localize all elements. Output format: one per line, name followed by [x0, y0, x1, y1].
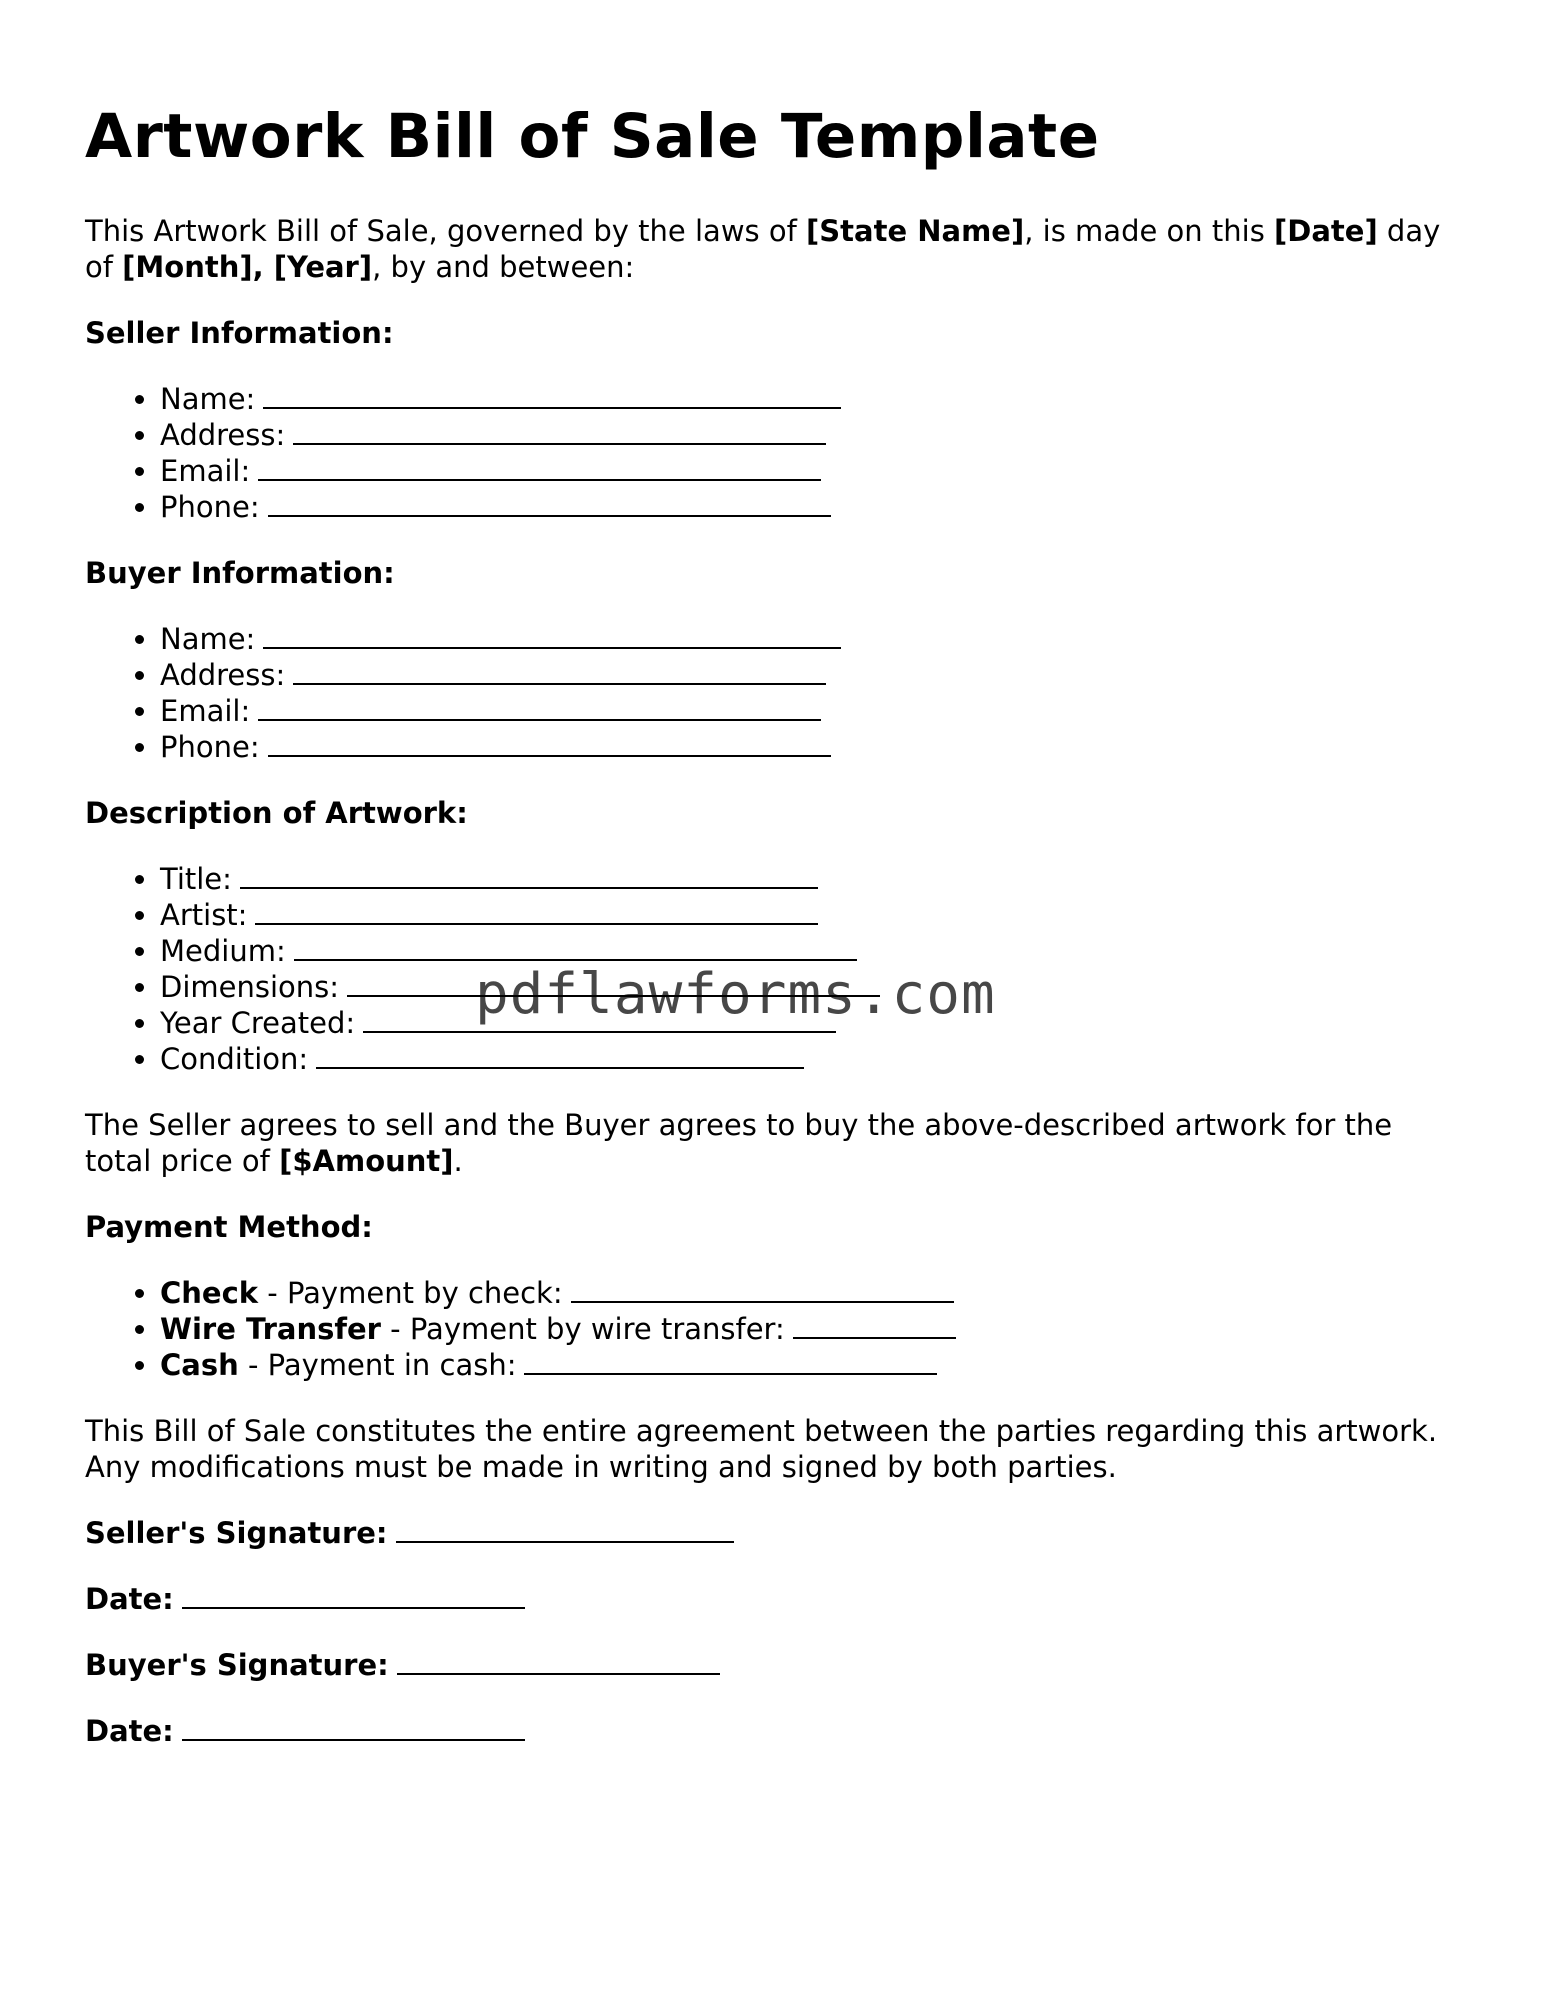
seller-phone-item [160, 489, 1465, 525]
agreement-paragraph [85, 1107, 1465, 1179]
seller-date-label: Date: [85, 1582, 174, 1617]
intro-text-1: This Artwork Bill of Sale, governed by the laws of [85, 214, 807, 249]
seller-name-item [160, 381, 1465, 417]
agreement-text-2: . [453, 1144, 463, 1179]
seller-phone-blank[interactable] [268, 489, 831, 517]
buyer-signature-label: Buyer's Signature: [85, 1648, 389, 1683]
seller-date-line [85, 1581, 1465, 1617]
seller-signature-line [85, 1515, 1465, 1551]
artwork-dimensions-label: Dimensions: [160, 970, 340, 1005]
wire-transfer-blank[interactable] [793, 1311, 956, 1339]
cash-label: Cash [160, 1348, 239, 1383]
seller-phone-label: Phone: [160, 490, 260, 525]
seller-date-blank[interactable] [182, 1581, 525, 1609]
buyer-email-item [160, 693, 1465, 729]
buyer-address-label: Address: [160, 658, 286, 693]
watermark-text: pdflawforms.com [475, 962, 996, 1027]
entire-agreement-paragraph: This Bill of Sale constitutes the entire agreement between the parties regarding this artwork. Any modifications must be made in writing and signed by both parties. [85, 1414, 1438, 1485]
artwork-medium-label: Medium: [160, 934, 286, 969]
seller-signature-label: Seller's Signature: [85, 1516, 388, 1551]
seller-address-label: Address: [160, 418, 286, 453]
artwork-artist-item [160, 897, 1465, 933]
buyer-date-line [85, 1713, 1465, 1749]
buyer-phone-blank[interactable] [268, 729, 831, 757]
buyer-signature-line [85, 1647, 1465, 1683]
check-text: - Payment by check: [258, 1276, 563, 1311]
artwork-artist-blank[interactable] [255, 897, 818, 925]
artwork-title-item [160, 861, 1465, 897]
artwork-title-blank[interactable] [240, 861, 818, 889]
payment-methods-list [85, 1275, 1465, 1383]
month-year-placeholder: [Month], [Year] [122, 250, 373, 285]
artwork-artist-label: Artist: [160, 898, 248, 933]
intro-text-3: day of [85, 214, 1441, 285]
buyer-address-blank[interactable] [293, 657, 826, 685]
payment-cash-item [160, 1347, 1465, 1383]
artwork-condition-blank[interactable] [316, 1041, 804, 1069]
buyer-email-label: Email: [160, 694, 251, 729]
seller-email-label: Email: [160, 454, 251, 489]
buyer-name-label: Name: [160, 622, 256, 657]
cash-text: - Payment in cash: [238, 1348, 517, 1383]
buyer-date-label: Date: [85, 1714, 174, 1749]
buyer-name-blank[interactable] [263, 621, 841, 649]
buyer-fields-list [85, 621, 1465, 765]
artwork-year-created-label: Year Created: [160, 1006, 356, 1041]
seller-name-label: Name: [160, 382, 256, 417]
seller-signature-blank[interactable] [396, 1515, 734, 1543]
intro-text-4: , by and between: [372, 250, 635, 285]
buyer-information-heading: Buyer Information: [85, 556, 395, 591]
cash-blank[interactable] [524, 1347, 937, 1375]
intro-text-2: , is made on this [1024, 214, 1275, 249]
state-name-placeholder: [State Name] [806, 214, 1025, 249]
seller-address-item [160, 417, 1465, 453]
payment-check-item [160, 1275, 1465, 1311]
buyer-signature-blank[interactable] [397, 1647, 720, 1675]
artwork-condition-item [160, 1041, 1465, 1077]
date-placeholder: [Date] [1274, 214, 1378, 249]
seller-fields-list [85, 381, 1465, 525]
seller-name-blank[interactable] [263, 381, 841, 409]
buyer-date-blank[interactable] [182, 1713, 525, 1741]
artwork-description-heading: Description of Artwork: [85, 796, 468, 831]
artwork-medium-blank[interactable] [294, 933, 857, 961]
intro-paragraph [85, 213, 1465, 285]
check-label: Check [160, 1276, 259, 1311]
document-title: Artwork Bill of Sale Template [85, 101, 1100, 172]
artwork-title-label: Title: [160, 862, 232, 897]
payment-method-heading: Payment Method: [85, 1210, 373, 1245]
buyer-name-item [160, 621, 1465, 657]
artwork-condition-label: Condition: [160, 1042, 309, 1077]
buyer-email-blank[interactable] [258, 693, 821, 721]
check-blank[interactable] [571, 1275, 954, 1303]
document-page [85, 100, 1465, 1779]
buyer-phone-item [160, 729, 1465, 765]
seller-email-item [160, 453, 1465, 489]
buyer-address-item [160, 657, 1465, 693]
buyer-phone-label: Phone: [160, 730, 260, 765]
agreement-text-1: The Seller agrees to sell and the Buyer agrees to buy the above-described artwork for the total price of [85, 1108, 1393, 1179]
wire-transfer-label: Wire Transfer [160, 1312, 381, 1347]
seller-information-heading: Seller Information: [85, 316, 394, 351]
payment-wire-item [160, 1311, 1465, 1347]
amount-placeholder: [$Amount] [279, 1144, 454, 1179]
seller-address-blank[interactable] [293, 417, 826, 445]
wire-transfer-text: - Payment by wire transfer: [380, 1312, 785, 1347]
seller-email-blank[interactable] [258, 453, 821, 481]
